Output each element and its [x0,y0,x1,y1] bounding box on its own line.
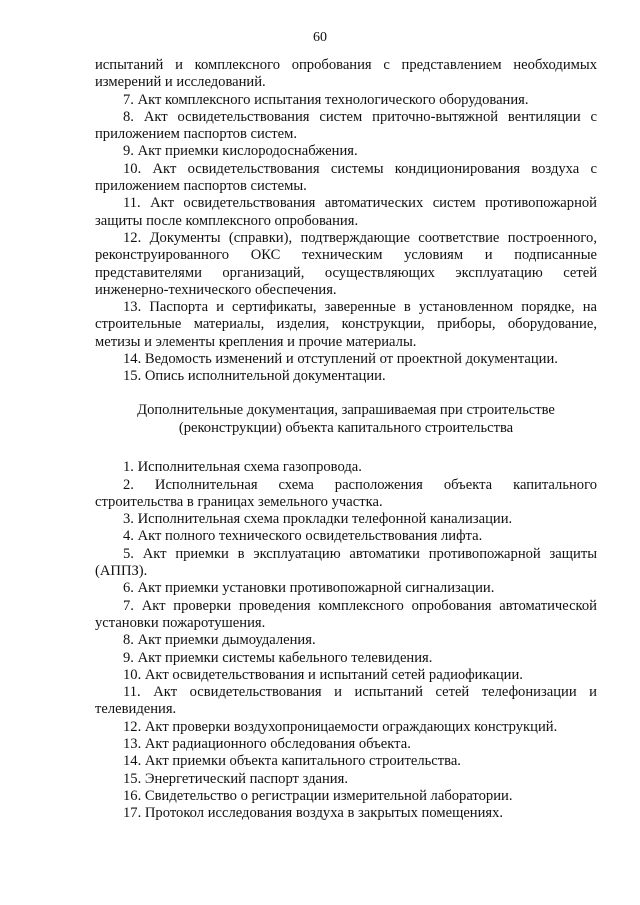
page-number: 60 [313,30,327,45]
list-item: 17. Протокол исследования воздуха в закрытых помещениях. [123,805,504,822]
list-item: 13. Акт радиационного обследования объекта. [123,735,411,752]
list-item: 16. Свидетельство о регистрации измерительной лаборатории. [123,787,513,804]
list-item: 12. Документы (справки), подтверждающие соответствие построенного, реконструированного ОКС техническим условиям и подписанные представителями организаций, осуществляющих эксплуатацию сетей инженерно-технического обеспечения. [95,229,597,298]
list-item: 10. Акт освидетельствования и испытаний сетей радиофикации. [123,666,523,683]
list-item: 1. Исполнительная схема газопровода. [123,459,362,476]
list-item: 7. Акт проверки проведения комплексного опробования автоматической установки пожаротушения. [95,597,597,631]
list-item: 13. Паспорта и сертификаты, заверенные в установленном порядке, на строительные материалы, изделия, конструкции, приборы, оборудование, метизы и элементы крепления и прочие материалы. [95,299,597,350]
list-item: 10. Акт освидетельствования системы кондиционирования воздуха с приложением паспортов системы. [95,160,597,195]
list-item: 14. Ведомость изменений и отступлений от проектной документации. [123,351,558,368]
list-item: 11. Акт освидетельствования автоматических систем противопожарной защиты после комплексного опробования. [95,195,597,229]
list-item: 6. Акт приемки установки противопожарной сигнализации. [123,580,495,597]
list-item: 15. Опись исполнительной документации. [123,368,386,385]
list-item: 5. Акт приемки в эксплуатацию автоматики противопожарной защиты (АППЗ). [95,545,597,580]
list-item: 15. Энергетический паспорт здания. [123,770,348,787]
section-heading-line-2: (реконструкции) объекта капитального строительства [178,419,514,436]
list-item: 8. Акт приемки дымоудаления. [123,632,316,649]
list-item: 9. Акт приемки кислородоснабжения. [123,143,358,160]
list-item: 14. Акт приемки объекта капитального строительства. [123,753,461,770]
list-item: 7. Акт комплексного испытания технологического оборудования. [123,91,529,108]
section-heading-line-1: Дополнительные документация, запрашиваемая при строительстве [137,401,555,418]
list-item: 11. Акт освидетельствования и испытаний сетей телефонизации и телевидения. [95,684,597,718]
list-item: 4. Акт полного технического освидетельствования лифта. [123,528,483,545]
document-body [95,57,597,822]
list-item: 12. Акт проверки воздухопроницаемости ограждающих конструкций. [123,718,558,735]
list-item: 3. Исполнительная схема прокладки телефонной канализации. [123,511,513,528]
list-item: 2. Исполнительная схема расположения объекта капитального строительства в границах земельного участка. [95,476,597,510]
list-item: 8. Акт освидетельствования систем приточно-вытяжной вентиляции с приложением паспортов систем. [95,108,597,143]
paragraph-continued: испытаний и комплексного опробования с представлением необходимых измерений и исследований. [95,57,597,91]
section-heading [95,401,597,438]
list-item: 9. Акт приемки системы кабельного телевидения. [123,649,433,666]
